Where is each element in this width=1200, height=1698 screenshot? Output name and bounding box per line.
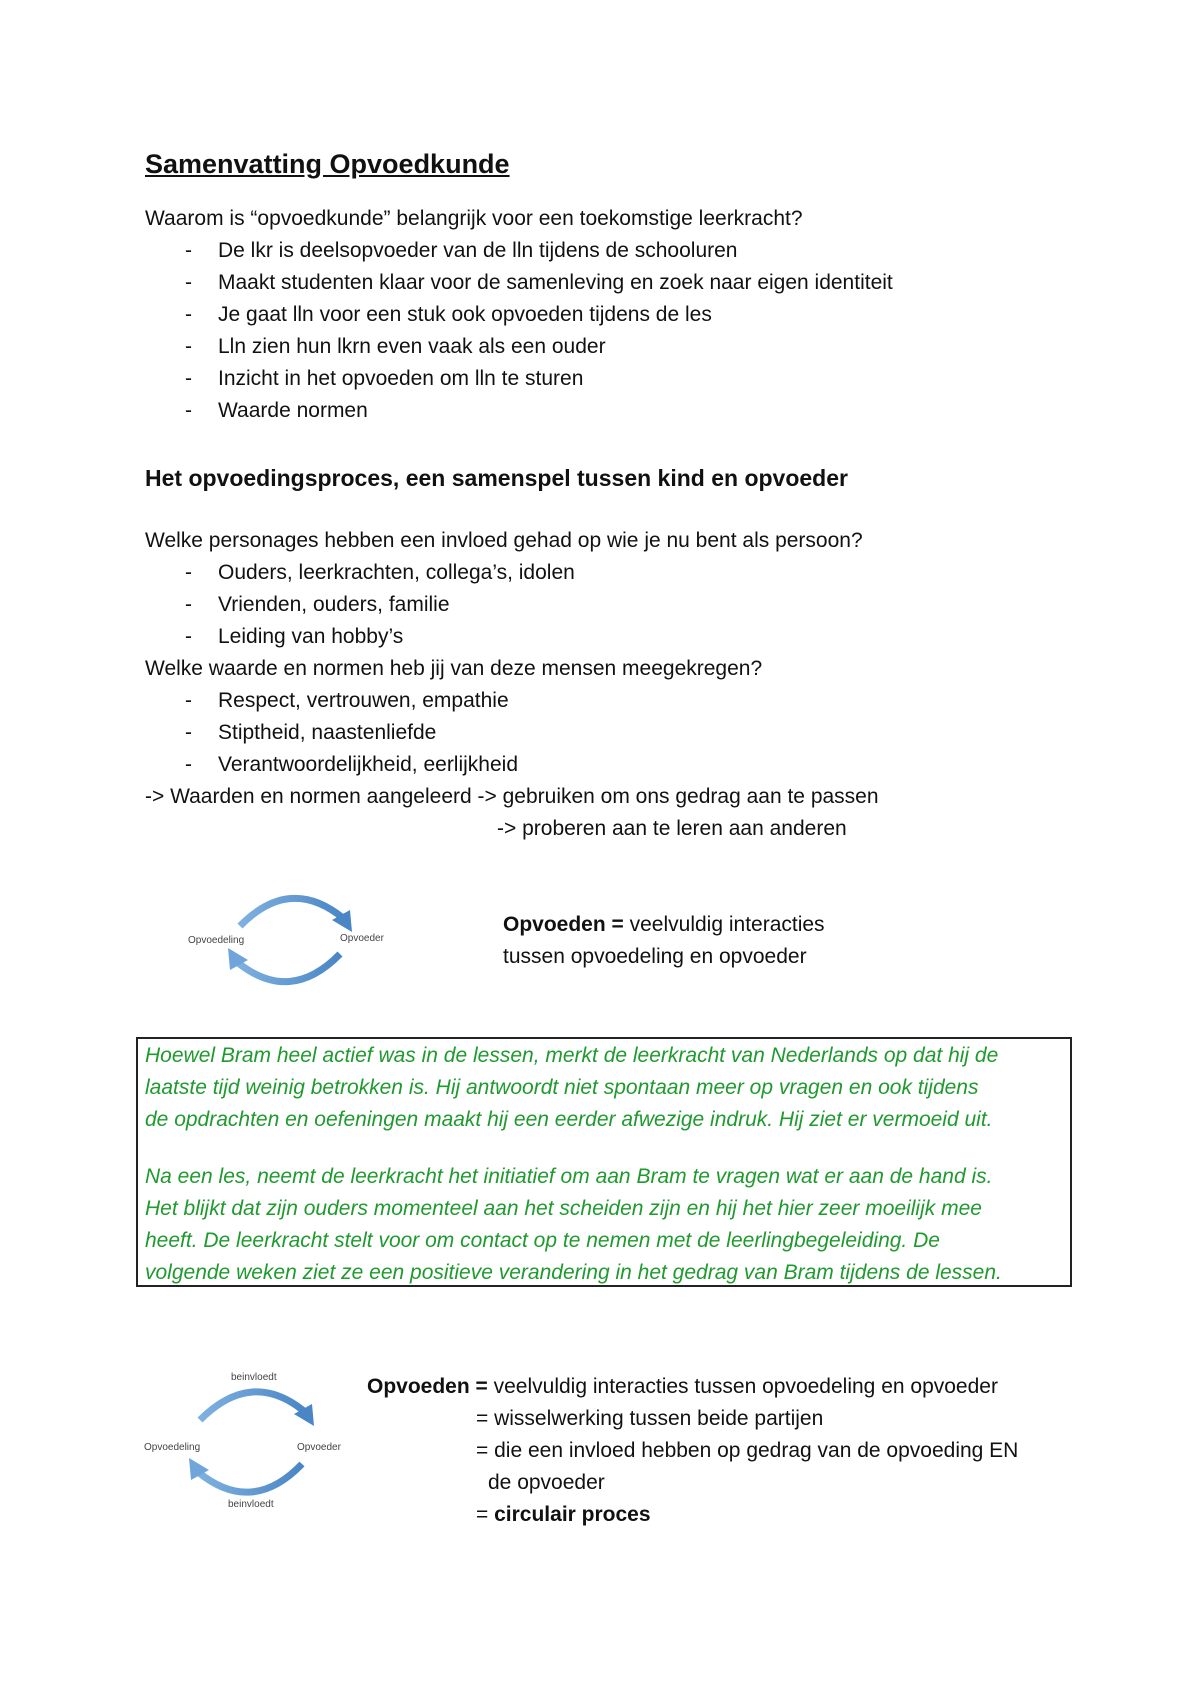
definition-bold-term: circulair proces: [494, 1503, 651, 1526]
dash: -: [185, 721, 192, 744]
list-item: Leiding van hobby’s: [218, 625, 404, 648]
dash: -: [185, 335, 192, 358]
section-heading: Het opvoedingsproces, een samenspel tussen kind en opvoeder: [145, 465, 848, 491]
case-line: Hoewel Bram heel actief was in de lessen, merkt de leerkracht van Nederlands op dat hij de: [145, 1044, 999, 1067]
case-line: volgende weken ziet ze een positieve verandering in het gedrag van Bram tijdens de lessen.: [145, 1261, 1002, 1284]
diagram2-top-label: beinvloedt: [231, 1372, 277, 1383]
case-line: Het blijkt dat zijn ouders momenteel aan het scheiden zijn en hij het hier zeer moeilijk mee: [145, 1197, 982, 1220]
dash: -: [185, 399, 192, 422]
diagram2-bottom-label: beinvloedt: [228, 1499, 274, 1510]
definition-2-line-3: = die een invloed hebben op gedrag van de opvoeding EN: [476, 1439, 1019, 1462]
bottom-arrow-icon: [198, 1464, 302, 1492]
case-line: Na een les, neemt de leerkracht het initiatief om aan Bram te vragen wat er aan de hand is.: [145, 1165, 993, 1188]
dash: -: [185, 239, 192, 262]
diagram2-left-label: Opvoedeling: [144, 1442, 201, 1453]
diagram1-right-label: Opvoeder: [340, 933, 384, 944]
dash: -: [185, 689, 192, 712]
definition-2-line-2: = wisselwerking tussen beide partijen: [476, 1407, 824, 1430]
list-item: Ouders, leerkrachten, collega’s, idolen: [218, 561, 575, 584]
dash: -: [185, 271, 192, 294]
dash: -: [185, 593, 192, 616]
top-arrow-icon: [200, 1392, 305, 1420]
list-item: Je gaat lln voor een stuk ook opvoeden tijdens de les: [218, 303, 712, 326]
definition-2-line-5: [476, 1499, 651, 1531]
diagram1-left-label: Opvoedeling: [188, 935, 245, 946]
dash: -: [185, 367, 192, 390]
list-item: Verantwoordelijkheid, eerlijkheid: [218, 753, 519, 776]
list-item: Inzicht in het opvoeden om lln te sturen: [218, 367, 584, 390]
definition-term: Opvoeden =: [367, 1375, 488, 1398]
definition-text: veelvuldig interacties tussen opvoedeling en opvoeder: [487, 1375, 998, 1398]
case-line: laatste tijd weinig betrokken is. Hij antwoordt niet spontaan meer op vragen en ook tijdens: [145, 1076, 979, 1099]
list-item: Waarde normen: [218, 399, 368, 422]
section-question-1: Welke personages hebben een invloed gehad op wie je nu bent als persoon?: [145, 529, 863, 552]
arrow-line-1: -> Waarden en normen aangeleerd -> gebruiken om ons gedrag aan te passen: [145, 785, 879, 808]
dash: -: [185, 625, 192, 648]
dash: -: [185, 303, 192, 326]
definition-2-line-4: de opvoeder: [488, 1471, 605, 1494]
top-arrow-icon: [240, 898, 343, 926]
definition-term: Opvoeden =: [503, 913, 624, 936]
definition-prefix: =: [476, 1503, 495, 1526]
section-question-2: Welke waarde en normen heb jij van deze mensen meegekregen?: [145, 657, 763, 680]
list-item: Maakt studenten klaar voor de samenleving en zoek naar eigen identiteit: [218, 271, 893, 294]
definition-2-line-1: [367, 1371, 998, 1403]
list-item: Respect, vertrouwen, empathie: [218, 689, 509, 712]
arrow-line-2: -> proberen aan te leren aan anderen: [497, 817, 847, 840]
definition-text: veelvuldig interacties: [623, 913, 825, 936]
list-item: De lkr is deelsopvoeder van de lln tijdens de schooluren: [218, 239, 738, 262]
case-line: de opdrachten en oefeningen maakt hij een eerder afwezige indruk. Hij ziet er vermoeid uit.: [145, 1108, 993, 1131]
page-title: Samenvatting Opvoedkunde: [145, 149, 510, 179]
cycle-diagram-1: [180, 880, 400, 995]
list-item: Vrienden, ouders, familie: [218, 593, 450, 616]
list-item: Stiptheid, naastenliefde: [218, 721, 437, 744]
dash: -: [185, 753, 192, 776]
list-item: Lln zien hun lkrn even vaak als een ouder: [218, 335, 606, 358]
dash: -: [185, 561, 192, 584]
definition-1-line-2: tussen opvoedeling en opvoeder: [503, 945, 807, 968]
intro-question: Waarom is “opvoedkunde” belangrijk voor een toekomstige leerkracht?: [145, 207, 803, 230]
cycle-diagram-2: [140, 1368, 360, 1518]
case-line: heeft. De leerkracht stelt voor om contact op te nemen met de leerlingbegeleiding. De: [145, 1229, 940, 1252]
bottom-arrow-icon: [237, 954, 340, 982]
definition-1-line-1: [503, 909, 825, 941]
diagram2-right-label: Opvoeder: [297, 1442, 341, 1453]
